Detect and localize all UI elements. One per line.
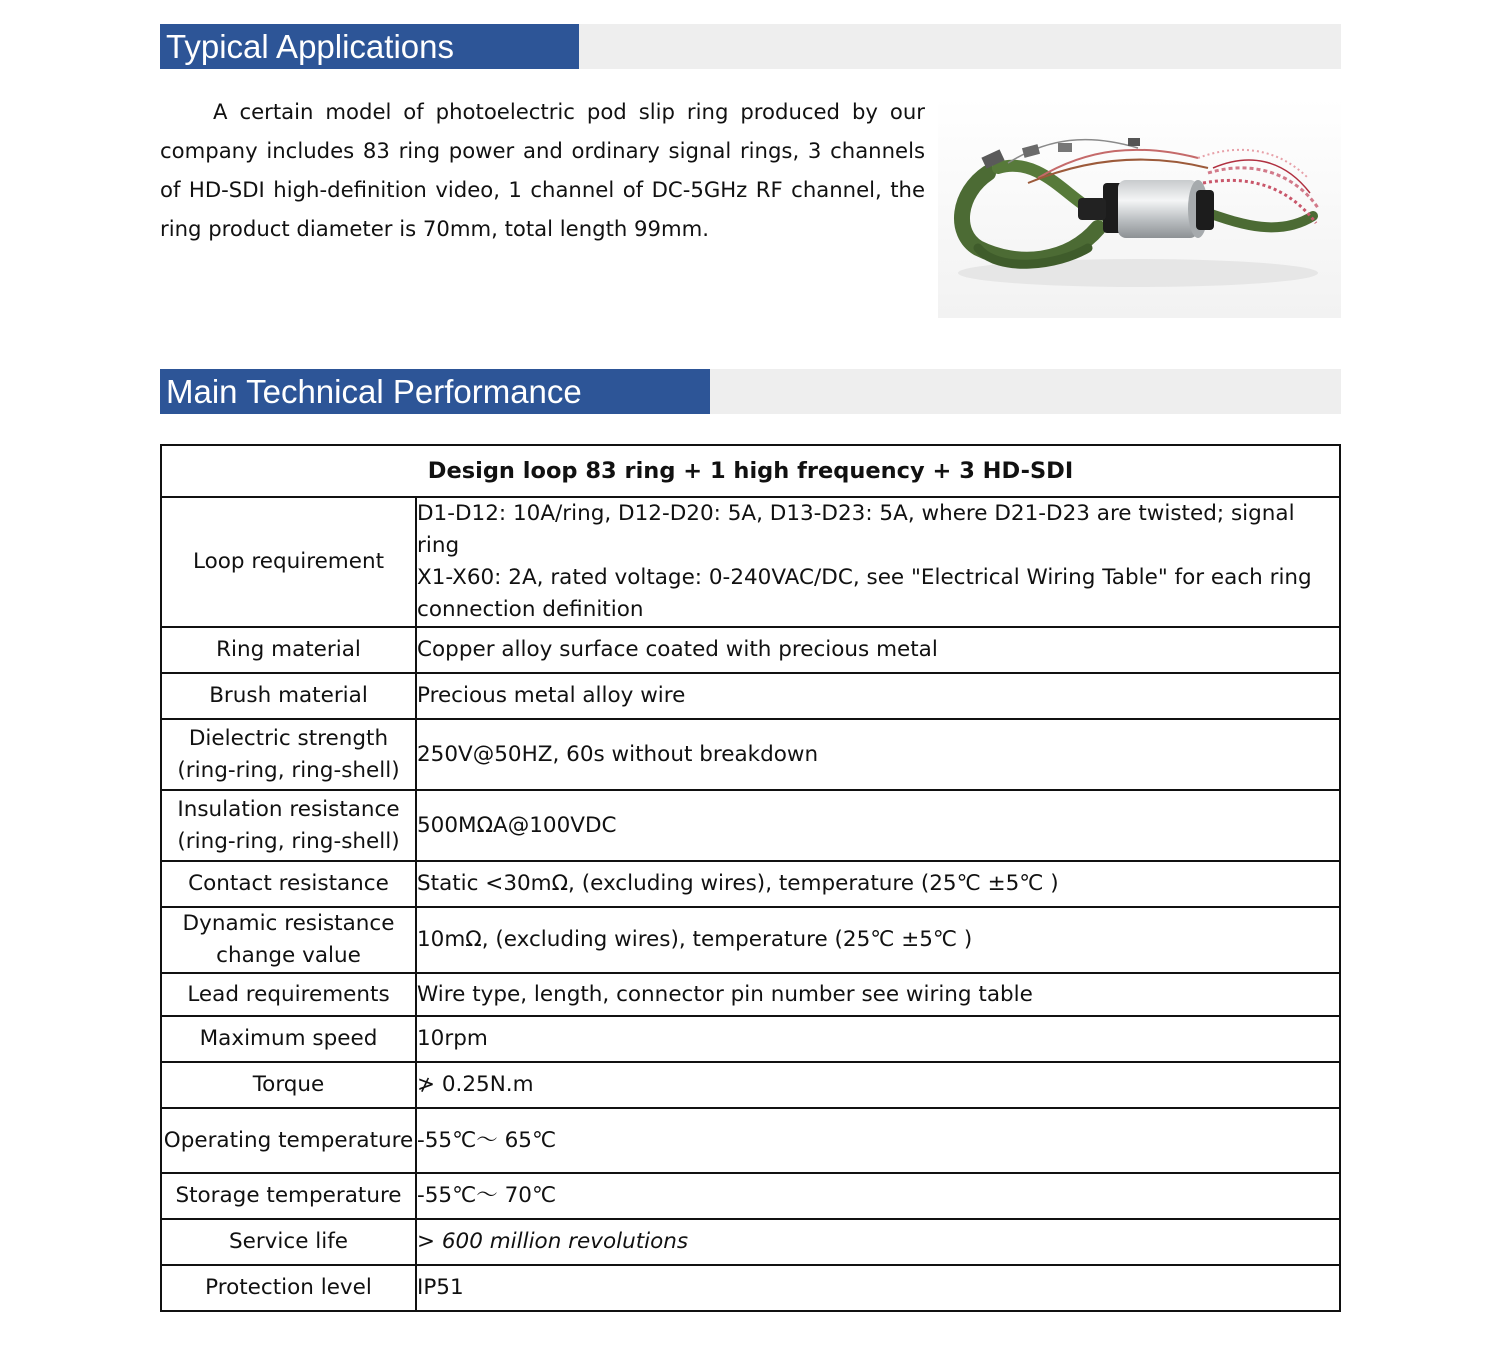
row-value: 10rpm bbox=[416, 1016, 1340, 1062]
table-header-row bbox=[161, 445, 1340, 497]
table-header: Design loop 83 ring + 1 high frequency + 3 HD-SDI bbox=[161, 445, 1340, 497]
row-value-line: X1-X60: 2A, rated voltage: 0-240VAC/DC, see "Electrical Wiring Table" for each ring connection definition bbox=[417, 565, 1312, 622]
row-value: -55℃～ 70℃ bbox=[416, 1173, 1340, 1219]
row-value: 10mΩ, (excluding wires), temperature (25℃ ±5℃ ) bbox=[416, 907, 1340, 973]
table-row bbox=[161, 627, 1340, 673]
row-key: Protection level bbox=[161, 1265, 416, 1311]
main-technical-performance-header bbox=[160, 369, 1341, 414]
row-value: Wire type, length, connector pin number see wiring table bbox=[416, 973, 1340, 1016]
spec-table bbox=[160, 444, 1341, 1312]
table-row bbox=[161, 790, 1340, 861]
table-row bbox=[161, 1108, 1340, 1173]
row-key: Contact resistance bbox=[161, 861, 416, 907]
table-row bbox=[161, 673, 1340, 719]
row-value: 500MΩA@100VDC bbox=[416, 790, 1340, 861]
row-value: 250V@50HZ, 60s without breakdown bbox=[416, 719, 1340, 790]
row-key: Maximum speed bbox=[161, 1016, 416, 1062]
row-value: Static <30mΩ, (excluding wires), temperature (25℃ ±5℃ ) bbox=[416, 861, 1340, 907]
row-key: Insulation resistance (ring-ring, ring-shell) bbox=[161, 790, 416, 861]
typical-applications-header bbox=[160, 24, 1341, 69]
row-value: Precious metal alloy wire bbox=[416, 673, 1340, 719]
row-key: Loop requirement bbox=[161, 497, 416, 627]
row-key: Storage temperature bbox=[161, 1173, 416, 1219]
table-row bbox=[161, 497, 1340, 627]
row-key: Brush material bbox=[161, 673, 416, 719]
row-key: Torque bbox=[161, 1062, 416, 1108]
row-key: Service life bbox=[161, 1219, 416, 1265]
row-key: Operating temperature bbox=[161, 1108, 416, 1173]
table-row bbox=[161, 1173, 1340, 1219]
slip-ring-product-image bbox=[938, 98, 1341, 318]
table-row bbox=[161, 1062, 1340, 1108]
intro-paragraph: A certain model of photoelectric pod slip ring produced by our company includes 83 ring power and ordinary signal rings, 3 channels of HD-SDI high-definition video, 1 channel of DC-5GHz RF channel, the ring product diameter is 70mm, total length 99mm. bbox=[160, 99, 925, 241]
table-row bbox=[161, 719, 1340, 790]
row-value: ≯ 0.25N.m bbox=[416, 1062, 1340, 1108]
row-value: Copper alloy surface coated with precious metal bbox=[416, 627, 1340, 673]
section-title: Typical Applications bbox=[160, 24, 579, 69]
section-title: Main Technical Performance bbox=[160, 369, 710, 414]
row-key: Ring material bbox=[161, 627, 416, 673]
row-value-line: D1-D12: 10A/ring, D12-D20: 5A, D13-D23: 5A, where D21-D23 are twisted; signal ring bbox=[417, 501, 1295, 558]
row-key: Lead requirements bbox=[161, 973, 416, 1016]
row-key: Dielectric strength (ring-ring, ring-shell) bbox=[161, 719, 416, 790]
table-row bbox=[161, 1016, 1340, 1062]
row-value: IP51 bbox=[416, 1265, 1340, 1311]
row-key: Dynamic resistance change value bbox=[161, 907, 416, 973]
row-value: > 600 million revolutions bbox=[416, 1219, 1340, 1265]
table-row bbox=[161, 1219, 1340, 1265]
table-row bbox=[161, 907, 1340, 973]
table-row bbox=[161, 861, 1340, 907]
row-value: -55℃～ 65℃ bbox=[416, 1108, 1340, 1173]
table-row bbox=[161, 1265, 1340, 1311]
row-value bbox=[416, 497, 1340, 627]
table-row bbox=[161, 973, 1340, 1016]
